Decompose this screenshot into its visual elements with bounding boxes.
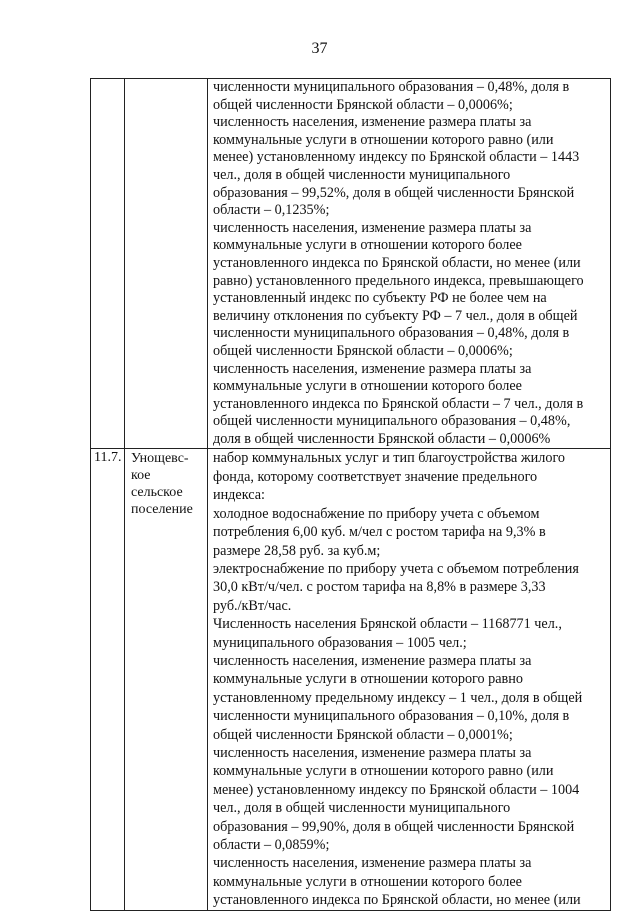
settlement-name-cell <box>125 449 208 910</box>
description-line: электроснабжение по прибору учета с объемом потребления <box>213 560 579 577</box>
description-line: численность населения, изменение размера платы за <box>213 114 532 131</box>
description-line: коммунальные услуги в отношении которого более <box>213 873 522 890</box>
description-line: численности муниципального образования – 0,48%, доля в <box>213 325 570 342</box>
description-line: муниципального образования – 1005 чел.; <box>213 634 467 651</box>
description-line: чел., доля в общей численности муниципального <box>213 800 511 817</box>
description-line: установленный индекс по субъекту РФ не более чем на <box>213 290 547 307</box>
description-line: коммунальные услуги в отношении которого равно (или <box>213 763 554 780</box>
settlement-name-line: Унощевс- <box>131 451 189 467</box>
description-line: установленного индекса по Брянской области, но менее (или <box>213 254 581 271</box>
description-line: коммунальные услуги в отношении которого равно <box>213 671 523 688</box>
description-line: общей численности Брянской области – 0,0001%; <box>213 726 513 743</box>
description-line: фонда, которому соответствует значение предельного <box>213 468 538 485</box>
description-line: величину отклонения по субъекту РФ – 7 чел., доля в общей <box>213 307 578 324</box>
row-number-cell <box>91 79 125 449</box>
description-line: области – 0,0859%; <box>213 837 330 853</box>
description-line: руб./кВт/час. <box>213 597 292 614</box>
description-line: образования – 99,52%, доля в общей численности Брянской <box>213 184 575 201</box>
description-line: общей численности Брянской области – 0,0006%; <box>213 96 513 113</box>
description-line: равно) установленного предельного индекса, превышающего <box>213 272 584 289</box>
description-line: численность населения, изменение размера платы за <box>213 744 532 761</box>
description-line: чел., доля в общей численности муниципального <box>213 166 511 183</box>
row-number-cell: 11.7. <box>91 449 125 910</box>
description-cell <box>208 449 611 910</box>
description-line: набор коммунальных услуг и тип благоустройства жилого <box>213 450 566 467</box>
description-line: размере 28,58 руб. за куб.м; <box>213 542 381 559</box>
document-table <box>90 78 611 911</box>
settlement-name-line: сельское <box>131 485 183 501</box>
description-text <box>208 449 610 909</box>
description-cell <box>208 79 611 449</box>
settlement-name-line: поселение <box>131 502 193 518</box>
description-line: численность населения, изменение размера платы за <box>213 855 532 872</box>
description-line: доля в общей численности Брянской области – 0,0006% <box>213 430 551 447</box>
description-line: холодное водоснабжение по прибору учета с объемом <box>213 505 540 522</box>
description-line: установленному предельному индексу – 1 чел., доля в общей <box>213 689 583 706</box>
description-line: общей численности муниципального образования – 0,48%, <box>213 413 571 430</box>
description-line: численности муниципального образования – 0,48%, доля в <box>213 79 570 95</box>
description-line: потребления 6,00 куб. м/чел с ростом тарифа на 9,3% в <box>213 524 546 541</box>
description-line: 30,0 кВт/ч/чел. с ростом тарифа на 8,8% в размере 3,33 <box>213 579 546 596</box>
description-line: коммунальные услуги в отношении которого более <box>213 237 522 254</box>
table-row <box>91 449 611 910</box>
description-line: образования – 99,90%, доля в общей численности Брянской <box>213 818 575 835</box>
description-line: численность населения, изменение размера платы за <box>213 652 532 669</box>
description-text <box>208 79 610 448</box>
description-line: численности муниципального образования – 0,10%, доля в <box>213 708 570 725</box>
description-line: менее) установленному индексу по Брянской области – 1443 <box>213 149 580 166</box>
description-line: численность населения, изменение размера платы за <box>213 219 532 236</box>
description-line: коммунальные услуги в отношении которого равно (или <box>213 131 554 148</box>
description-line: численность населения, изменение размера платы за <box>213 360 532 377</box>
description-line: установленного индекса по Брянской области, но менее (или <box>213 892 581 909</box>
description-line: области – 0,1235%; <box>213 202 330 219</box>
description-line: менее) установленному индексу по Брянской области – 1004 <box>213 781 580 798</box>
description-line: коммунальные услуги в отношении которого более <box>213 378 522 395</box>
table-body <box>91 79 611 911</box>
description-line: установленного индекса по Брянской области – 7 чел., доля в <box>213 395 584 412</box>
settlement-name-cell <box>125 79 208 449</box>
settlement-name-line: кое <box>131 468 151 484</box>
table-row <box>91 79 611 449</box>
page-number: 37 <box>311 40 328 57</box>
description-line: Численность населения Брянской области – 1168771 чел., <box>213 616 562 633</box>
description-line: индекса: <box>213 487 265 504</box>
description-line: общей численности Брянской области – 0,0006%; <box>213 342 513 359</box>
